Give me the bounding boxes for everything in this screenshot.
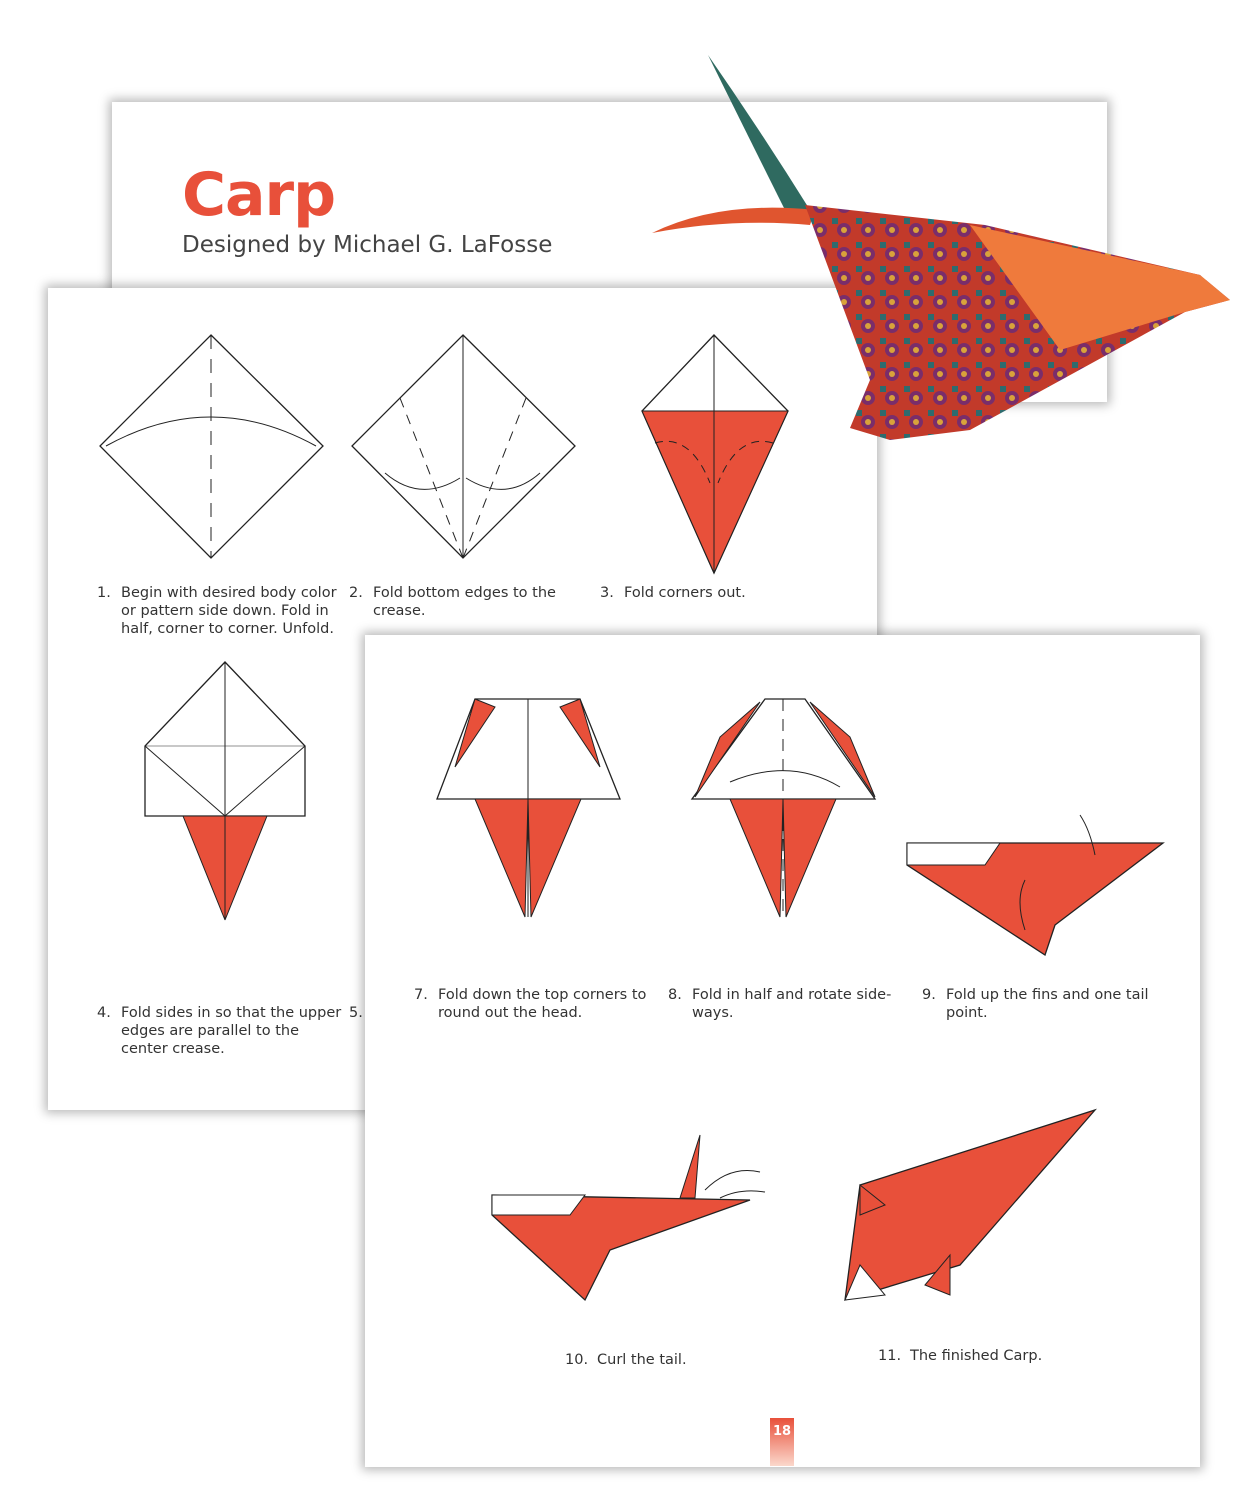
designer-credit: Designed by Michael G. LaFosse [182, 232, 553, 258]
step-8-diagram [690, 697, 880, 922]
step-4-diagram [143, 660, 308, 925]
page-title: Carp [182, 160, 336, 230]
step-8-caption: 8. Fold in half and rotate side-ways. [668, 987, 892, 1021]
step-1-caption: 1. Begin with desired body color or pattern side down. Fold in half, corner to corner. Unfold. [97, 585, 337, 637]
step-9-diagram [905, 810, 1165, 960]
step-3-caption: 3. Fold corners out. [600, 585, 746, 601]
step-2-caption: 2. Fold bottom edges to the crease. [349, 585, 556, 619]
step-7-caption: 7. Fold down the top corners to round out the head. [414, 987, 647, 1021]
step-11-diagram [840, 1105, 1100, 1305]
step-7-diagram [435, 697, 625, 922]
page-number: 18 [770, 1418, 794, 1466]
step-2-diagram [350, 333, 580, 563]
step-1-diagram [98, 333, 328, 563]
step-4-caption: 4. Fold sides in so that the upper edges are parallel to the center crease. [97, 1005, 342, 1057]
step-10-caption: 10. Curl the tail. [565, 1352, 687, 1368]
finished-carp-photo [640, 50, 1240, 470]
step-10-diagram [490, 1130, 770, 1305]
step-9-caption: 9. Fold up the fins and one tail point. [922, 987, 1149, 1021]
instructions-page-2 [365, 635, 1200, 1467]
instructions-page-1: 1. Begin with desired body color or pattern side down. Fold in half, corner to corner. Unfold. 2. Fold bottom edges to the crease. 3. Fold corners out. 4. Fold sides in so that the upper edges are parallel to the center crease. 5. [48, 288, 877, 1110]
step-11-caption: 11. The finished Carp. [878, 1348, 1043, 1364]
